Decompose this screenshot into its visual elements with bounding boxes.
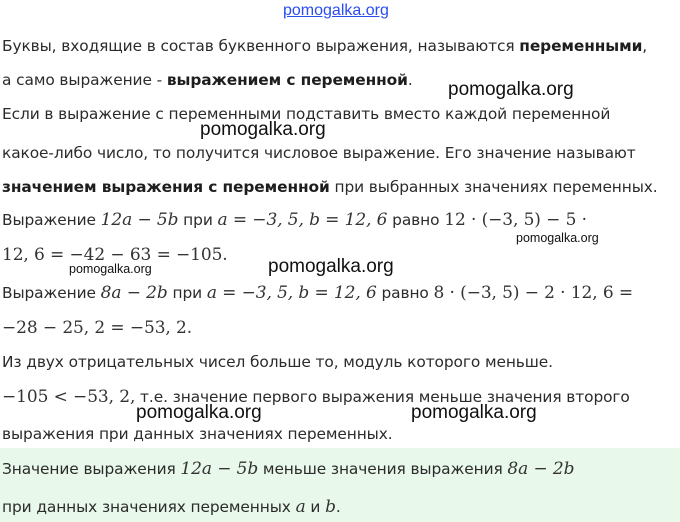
text: равно bbox=[387, 211, 445, 229]
text: при bbox=[178, 211, 218, 229]
watermark: pomogalka.org bbox=[268, 256, 394, 277]
watermark: pomogalka.org bbox=[411, 402, 537, 423]
watermark: pomogalka.org bbox=[200, 119, 326, 140]
formula: −105 < −53, 2, bbox=[2, 387, 136, 407]
paragraph-2-line-2: какое-либо число, то получится числовое выражение. Его значение называют bbox=[2, 144, 636, 162]
text: равно bbox=[376, 284, 434, 302]
formula: 8a − 2b bbox=[507, 459, 575, 479]
text: при выбранных значениях переменных. bbox=[329, 178, 658, 196]
formula: −28 − 25, 2 = −53, 2. bbox=[2, 318, 193, 338]
formula: 12, 6 = −42 − 63 = −105. bbox=[2, 245, 228, 265]
formula: a bbox=[295, 497, 306, 517]
term-expression-with-variable: выражением с переменной bbox=[166, 71, 408, 89]
top-site-link[interactable]: pomogalka.org bbox=[283, 2, 389, 19]
text: при bbox=[167, 284, 207, 302]
text: , bbox=[642, 37, 648, 55]
answer-line-1 bbox=[2, 459, 574, 479]
watermark: pomogalka.org bbox=[69, 262, 152, 276]
text: Выражение bbox=[2, 284, 101, 302]
example-1-line-1 bbox=[2, 210, 587, 230]
text: меньше значения выражения bbox=[258, 460, 508, 478]
watermark: pomogalka.org bbox=[136, 402, 262, 423]
text: Выражение bbox=[2, 211, 101, 229]
formula: 12a − 5b bbox=[180, 459, 259, 479]
term-variables: переменными bbox=[519, 37, 643, 55]
formula: a = −3, 5, b = 12, 6 bbox=[206, 283, 377, 303]
comparison-line-1: Из двух отрицательных чисел больше то, модуль которого меньше. bbox=[2, 353, 553, 371]
text: . bbox=[407, 71, 413, 89]
text: Буквы, входящие в состав буквенного выражения, называются bbox=[2, 37, 520, 55]
formula: 8 · (−3, 5) − 2 · 12, 6 = bbox=[433, 283, 633, 303]
watermark: pomogalka.org bbox=[448, 79, 574, 100]
text: т.е. значение первого выражения меньше значения второго bbox=[135, 388, 630, 406]
answer-line-2 bbox=[2, 497, 341, 517]
formula: b bbox=[325, 497, 336, 517]
formula: 12 · (−3, 5) − 5 · bbox=[444, 210, 587, 230]
definition-line-2 bbox=[2, 70, 413, 90]
formula: a = −3, 5, b = 12, 6 bbox=[217, 210, 388, 230]
example-2-line-1 bbox=[2, 283, 633, 303]
text: . bbox=[335, 498, 341, 516]
term-value-of-expression: значением выражения с переменной bbox=[2, 178, 330, 196]
formula: 8a − 2b bbox=[100, 283, 168, 303]
text: а само выражение - bbox=[2, 71, 167, 89]
comparison-line-3: выражения при данных значениях переменных. bbox=[2, 425, 393, 443]
paragraph-2-line-1: Если в выражение с переменными подставить вместо каждой переменной bbox=[2, 105, 611, 123]
formula: 12a − 5b bbox=[100, 210, 179, 230]
example-2-line-2 bbox=[2, 318, 192, 338]
definition-line-1 bbox=[2, 36, 647, 56]
paragraph-2-line-3 bbox=[2, 177, 658, 197]
watermark: pomogalka.org bbox=[516, 231, 599, 245]
text: при данных значениях переменных bbox=[2, 498, 296, 516]
text: Значение выражения bbox=[2, 460, 181, 478]
text: и bbox=[305, 498, 326, 516]
